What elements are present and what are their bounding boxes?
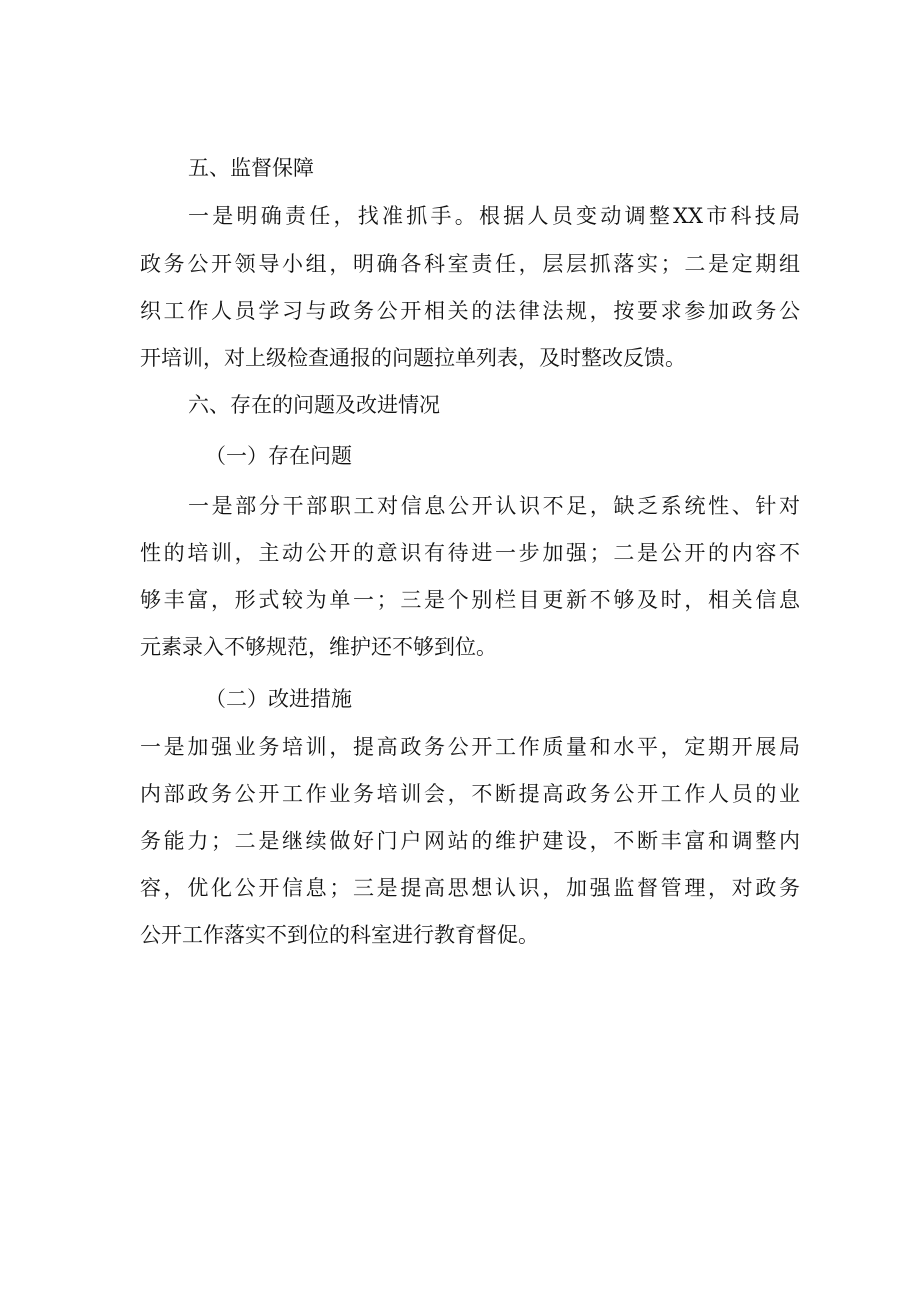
paragraph-line: 公开工作落实不到位的科室进行教育督促。: [140, 923, 539, 947]
paragraph-line: 够丰富，形式较为单一；三是个别栏目更新不够及时，相关信息: [140, 588, 800, 612]
paragraph-line: 容，优化公开信息；三是提高思想认识，加强监督管理，对政务: [140, 876, 800, 900]
paragraph-line: 内部政务公开工作业务培训会，不断提高政务公开工作人员的业: [140, 782, 800, 806]
paragraph-line: 一是明确责任，找准抓手。根据人员变动调整XX市科技局: [188, 204, 800, 228]
paragraph-line: 一是部分干部职工对信息公开认识不足，缺乏系统性、针对: [188, 494, 800, 518]
paragraph-line: 一是加强业务培训，提高政务公开工作质量和水平，定期开展局: [140, 735, 800, 759]
section-heading-issues: 六、存在的问题及改进情况: [188, 393, 440, 417]
paragraph-line: 开培训，对上级检查通报的问题拉单列表，及时整改反馈。: [140, 346, 686, 370]
subsection-heading-problems: （一）存在问题: [205, 444, 352, 468]
paragraph-line: 政务公开领导小组，明确各科室责任，层层抓落实；二是定期组: [140, 252, 800, 276]
paragraph-line: 务能力；二是继续做好门户网站的维护建设，不断丰富和调整内: [140, 829, 800, 853]
subsection-heading-measures: （二）改进措施: [205, 687, 352, 711]
paragraph-line: 织工作人员学习与政务公开相关的法律法规，按要求参加政务公: [140, 299, 800, 323]
paragraph-line: 元素录入不够规范，维护还不够到位。: [140, 635, 497, 659]
section-heading-supervision: 五、监督保障: [188, 156, 314, 180]
paragraph-line: 性的培训，主动公开的意识有待进一步加强；二是公开的内容不: [140, 541, 800, 565]
